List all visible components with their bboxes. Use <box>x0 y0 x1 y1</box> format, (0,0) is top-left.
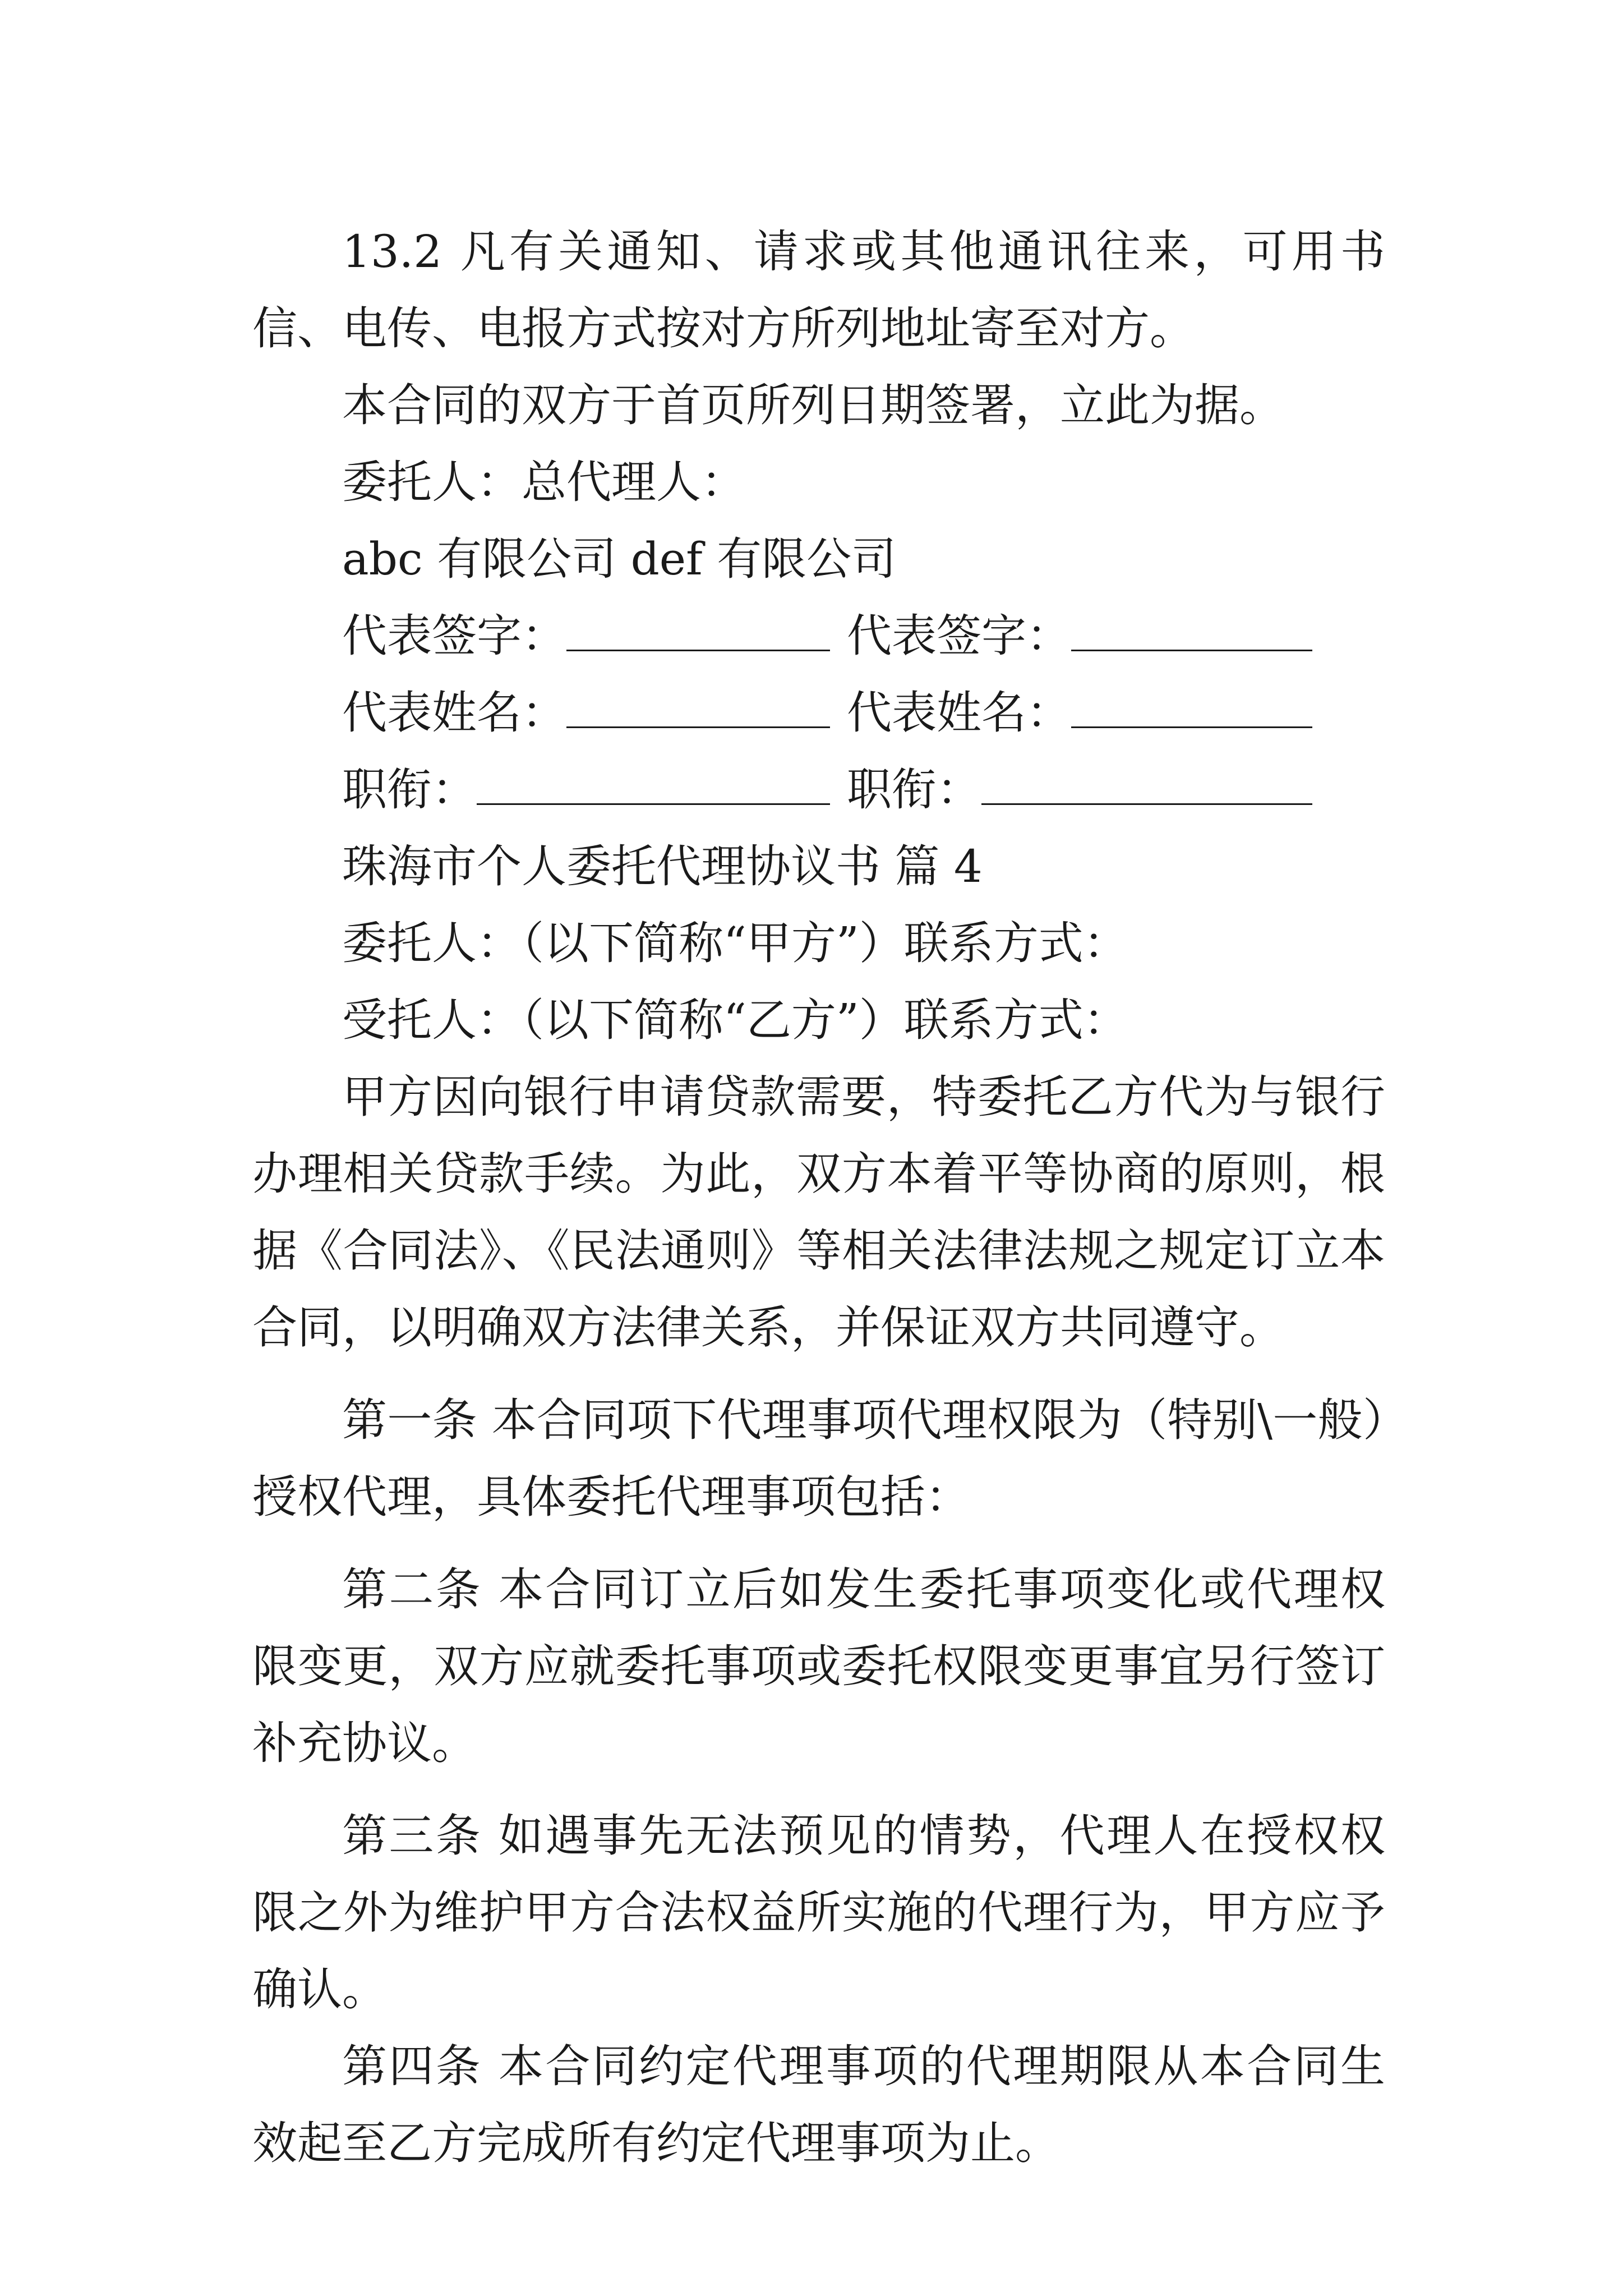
signing-statement: 本合同的双方于首页所列日期签署，立此为据。 <box>342 379 1284 431</box>
preamble-paragraph: 甲方因向银行申请贷款需要，特委托乙方代为与银行办理相关贷款手续。为此，双方本着平等协商的原则，根据《合同法》、《民法通则》等相关法律法规之规定订立本合同，以明确双方法律关系，并保证双方共同遵守。 <box>252 1071 1385 1354</box>
name-blank-right[interactable] <box>1071 687 1312 728</box>
sign-blank-left[interactable] <box>566 610 830 651</box>
sign-blank-right[interactable] <box>1071 610 1312 651</box>
name-label-right: 代表姓名： <box>847 687 1071 739</box>
document-page <box>252 213 1385 2182</box>
company-names: abc 有限公司 def 有限公司 <box>342 533 897 585</box>
title-blank-right[interactable] <box>981 764 1312 805</box>
name-blank-left[interactable] <box>566 687 830 728</box>
agreement-title: 珠海市个人委托代理协议书 篇 4 <box>342 840 983 892</box>
article-3: 第三条 如遇事先无法预见的情势，代理人在授权权限之外为维护甲方合法权益所实施的代理行为，甲方应予确认。 <box>252 1810 1385 2016</box>
name-row <box>252 674 1385 751</box>
agent-line: 受托人：（以下简称“乙方”）联系方式： <box>342 994 1128 1046</box>
article-2: 第二条 本合同订立后如发生委托事项变化或代理权限变更，双方应就委托事项或委托权限变更事宜另行签订补充协议。 <box>252 1563 1385 1769</box>
title-row <box>252 751 1385 828</box>
sign-label-left: 代表签字： <box>342 610 566 662</box>
clause-13-2: 13.2 凡有关通知、请求或其他通讯往来，可用书信、电传、电报方式按对方所列地址寄至对方。 <box>252 226 1385 355</box>
title-label-left: 职衔： <box>342 763 477 816</box>
title-label-right: 职衔： <box>847 763 981 816</box>
parties-label: 委托人：总代理人： <box>342 456 746 508</box>
article-4: 第四条 本合同约定代理事项的代理期限从本合同生效起至乙方完成所有约定代理事项为止。 <box>252 2040 1385 2169</box>
title-blank-left[interactable] <box>477 764 830 805</box>
principal-line: 委托人：（以下简称“甲方”）联系方式： <box>342 917 1128 969</box>
sign-label-right: 代表签字： <box>847 610 1071 662</box>
signature-row <box>252 597 1385 674</box>
name-label-left: 代表姓名： <box>342 687 566 739</box>
article-1: 第一条 本合同项下代理事项代理权限为（特别\一般）授权代理，具体委托代理事项包括： <box>252 1394 1385 1523</box>
